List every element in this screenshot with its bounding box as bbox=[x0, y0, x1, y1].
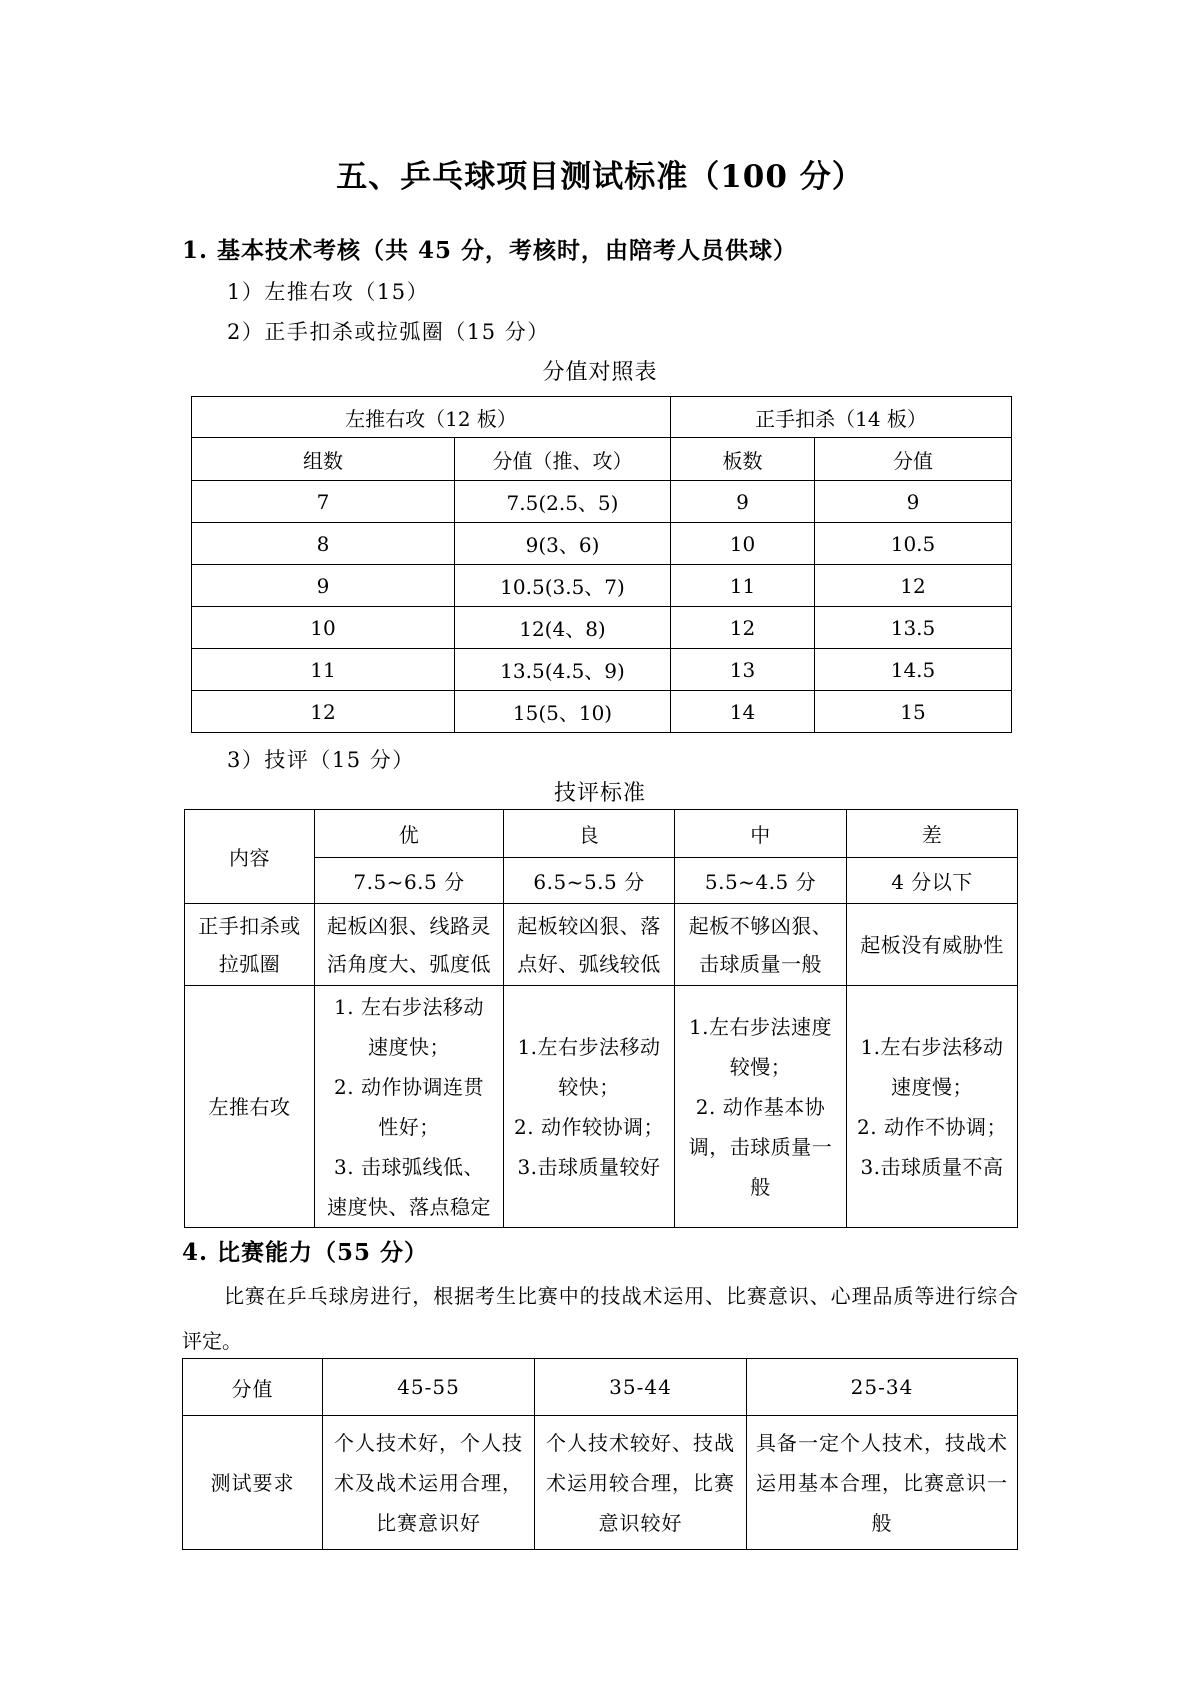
cell-text-line: 3.击球质量不高 bbox=[860, 1154, 1004, 1179]
criteria-cell bbox=[315, 904, 504, 986]
evaluation-row-forehand-smash bbox=[185, 904, 1018, 986]
cell-text-line: 正手扣杀或 bbox=[198, 913, 301, 938]
sub-item-push-attack: 1）左推右攻（15） bbox=[227, 280, 430, 304]
table-row bbox=[192, 523, 1012, 565]
requirement-label-cell bbox=[183, 1416, 323, 1550]
requirement-cell bbox=[323, 1416, 535, 1550]
table-cell: 12(4、8) bbox=[455, 607, 671, 649]
grade-score-poor: 4 分以下 bbox=[847, 858, 1018, 904]
table-cell: 12 bbox=[671, 607, 815, 649]
score-comparison-table bbox=[191, 396, 1012, 733]
criteria-cell bbox=[847, 986, 1018, 1228]
table-cell: 13 bbox=[671, 649, 815, 691]
cell-text-line: 3.击球质量较好 bbox=[517, 1154, 661, 1179]
score-range-cell: 25-34 bbox=[747, 1359, 1018, 1416]
match-description-line: 评定。 bbox=[182, 1329, 242, 1353]
table-row bbox=[192, 691, 1012, 733]
table-cell: 10.5 bbox=[815, 523, 1012, 565]
table-cell: 13.5 bbox=[815, 607, 1012, 649]
cell-text-line: 个人技术好，个人技 bbox=[334, 1430, 523, 1455]
grade-score-excellent: 7.5~6.5 分 bbox=[315, 858, 504, 904]
cell-text-line: 3. 击球弧线低、 bbox=[334, 1154, 484, 1179]
section-heading-match-ability: 4. 比赛能力（55 分） bbox=[182, 1239, 429, 1266]
row-label bbox=[185, 986, 315, 1228]
table-cell: 10 bbox=[671, 523, 815, 565]
grade-header-excellent: 优 bbox=[315, 810, 504, 858]
match-ability-table bbox=[182, 1358, 1018, 1550]
table-cell: 7 bbox=[192, 481, 455, 523]
cell-text-line: 1.左右步法移动 bbox=[860, 1034, 1004, 1059]
cell-text-line: 速度快； bbox=[368, 1034, 450, 1059]
table-cell: 13.5(4.5、9) bbox=[455, 649, 671, 691]
table-header-row bbox=[185, 810, 1018, 858]
table-caption-evaluation-standard: 技评标准 bbox=[553, 781, 646, 806]
table-cell: 11 bbox=[192, 649, 455, 691]
table-cell: 14.5 bbox=[815, 649, 1012, 691]
table-row bbox=[192, 649, 1012, 691]
cell-text-line: 比赛意识好 bbox=[376, 1510, 481, 1535]
criteria-cell bbox=[504, 904, 675, 986]
cell-text-line: 活角度大、弧度低 bbox=[327, 951, 491, 976]
cell-text-line: 起板凶狠、线路灵 bbox=[327, 913, 491, 938]
cell-text-line: 个人技术较好、技战 bbox=[546, 1430, 735, 1455]
cell-text-line: 调，击球质量一 bbox=[688, 1134, 833, 1159]
cell-text-line: 速度快、落点稳定 bbox=[327, 1194, 491, 1219]
table-cell: 12 bbox=[815, 565, 1012, 607]
group-header-push-attack: 左推右攻（12 板） bbox=[192, 397, 671, 438]
row-label bbox=[185, 904, 315, 986]
sub-item-forehand-smash: 2）正手扣杀或拉弧圈（15 分） bbox=[227, 320, 550, 344]
column-header-strokes: 板数 bbox=[671, 438, 815, 481]
cell-text-line: 意识较好 bbox=[598, 1510, 683, 1535]
table-cell: 9(3、6) bbox=[455, 523, 671, 565]
criteria-cell bbox=[675, 986, 847, 1228]
evaluation-standard-table bbox=[184, 809, 1018, 1228]
cell-text-line: 较快； bbox=[558, 1074, 620, 1099]
cell-text-line: 起板没有威胁性 bbox=[860, 932, 1004, 957]
content-header: 内容 bbox=[185, 810, 315, 904]
sub-item-technical-evaluation: 3）技评（15 分） bbox=[227, 748, 415, 772]
grade-score-average: 5.5~4.5 分 bbox=[675, 858, 847, 904]
cell-text-line: 测试要求 bbox=[210, 1470, 295, 1495]
table-row bbox=[192, 481, 1012, 523]
table-cell: 15(5、10) bbox=[455, 691, 671, 733]
table-cell: 9 bbox=[815, 481, 1012, 523]
evaluation-row-push-attack bbox=[185, 986, 1018, 1228]
requirement-cell bbox=[747, 1416, 1018, 1550]
table-row bbox=[192, 565, 1012, 607]
cell-text-line: 2. 动作基本协 bbox=[695, 1094, 826, 1119]
criteria-cell bbox=[315, 986, 504, 1228]
cell-text-line: 般 bbox=[871, 1510, 893, 1535]
table-row bbox=[183, 1359, 1018, 1416]
cell-text-line: 起板较凶狠、落 bbox=[517, 913, 661, 938]
table-cell: 9 bbox=[192, 565, 455, 607]
table-header-row bbox=[192, 438, 1012, 481]
table-cell: 15 bbox=[815, 691, 1012, 733]
cell-text-line: 击球质量一般 bbox=[699, 951, 822, 976]
table-row bbox=[192, 607, 1012, 649]
score-label-cell: 分值 bbox=[183, 1359, 323, 1416]
cell-text-line: 拉弧圈 bbox=[218, 951, 281, 976]
cell-text-line: 具备一定个人技术，技战术 bbox=[756, 1430, 1008, 1455]
cell-text-line: 2. 动作协调连贯 bbox=[334, 1074, 484, 1099]
cell-text-line: 2. 动作较协调； bbox=[514, 1114, 664, 1139]
cell-text-line: 速度慢； bbox=[891, 1074, 973, 1099]
requirement-cell bbox=[535, 1416, 747, 1550]
cell-text-line: 1.左右步法移动 bbox=[517, 1034, 661, 1059]
match-description-line: 比赛在乒乓球房进行，根据考生比赛中的技战术运用、比赛意识、心理品质等进行综合 bbox=[224, 1284, 1018, 1308]
cell-text-line: 左推右攻 bbox=[208, 1094, 291, 1119]
table-cell: 14 bbox=[671, 691, 815, 733]
table-cell: 11 bbox=[671, 565, 815, 607]
criteria-cell bbox=[847, 904, 1018, 986]
cell-text-line: 2. 动作不协调； bbox=[857, 1114, 1007, 1139]
table-row bbox=[183, 1416, 1018, 1550]
cell-text-line: 1. 左右步法移动 bbox=[334, 994, 484, 1019]
table-cell: 12 bbox=[192, 691, 455, 733]
grade-score-good: 6.5~5.5 分 bbox=[504, 858, 675, 904]
grade-header-good: 良 bbox=[504, 810, 675, 858]
cell-text-line: 起板不够凶狠、 bbox=[688, 913, 833, 938]
page-title: 五、乒乓球项目测试标准（100 分） bbox=[336, 159, 864, 195]
cell-text-line: 术运用较合理，比赛 bbox=[546, 1470, 735, 1495]
table-cell: 7.5(2.5、5) bbox=[455, 481, 671, 523]
column-header-score: 分值 bbox=[815, 438, 1012, 481]
table-caption-score-comparison: 分值对照表 bbox=[542, 360, 658, 385]
cell-text-line: 般 bbox=[750, 1174, 771, 1199]
group-header-forehand-smash: 正手扣杀（14 板） bbox=[671, 397, 1012, 438]
table-cell: 10.5(3.5、7) bbox=[455, 565, 671, 607]
grade-header-poor: 差 bbox=[847, 810, 1018, 858]
column-header-groups: 组数 bbox=[192, 438, 455, 481]
criteria-cell bbox=[675, 904, 847, 986]
table-cell: 9 bbox=[671, 481, 815, 523]
criteria-cell bbox=[504, 986, 675, 1228]
table-cell: 10 bbox=[192, 607, 455, 649]
table-header-row bbox=[192, 397, 1012, 438]
section-heading-basic-technique: 1. 基本技术考核（共 45 分，考核时，由陪考人员供球） bbox=[182, 237, 798, 264]
cell-text-line: 性好； bbox=[378, 1114, 440, 1139]
table-cell: 8 bbox=[192, 523, 455, 565]
cell-text-line: 术及战术运用合理， bbox=[334, 1470, 523, 1495]
grade-header-average: 中 bbox=[675, 810, 847, 858]
cell-text-line: 点好、弧线较低 bbox=[517, 951, 661, 976]
score-range-cell: 35-44 bbox=[535, 1359, 747, 1416]
cell-text-line: 运用基本合理，比赛意识一 bbox=[756, 1470, 1008, 1495]
cell-text-line: 较慢； bbox=[729, 1054, 792, 1079]
score-range-cell: 45-55 bbox=[323, 1359, 535, 1416]
cell-text-line: 1.左右步法速度 bbox=[688, 1014, 833, 1039]
column-header-score-push-attack: 分值（推、攻） bbox=[455, 438, 671, 481]
